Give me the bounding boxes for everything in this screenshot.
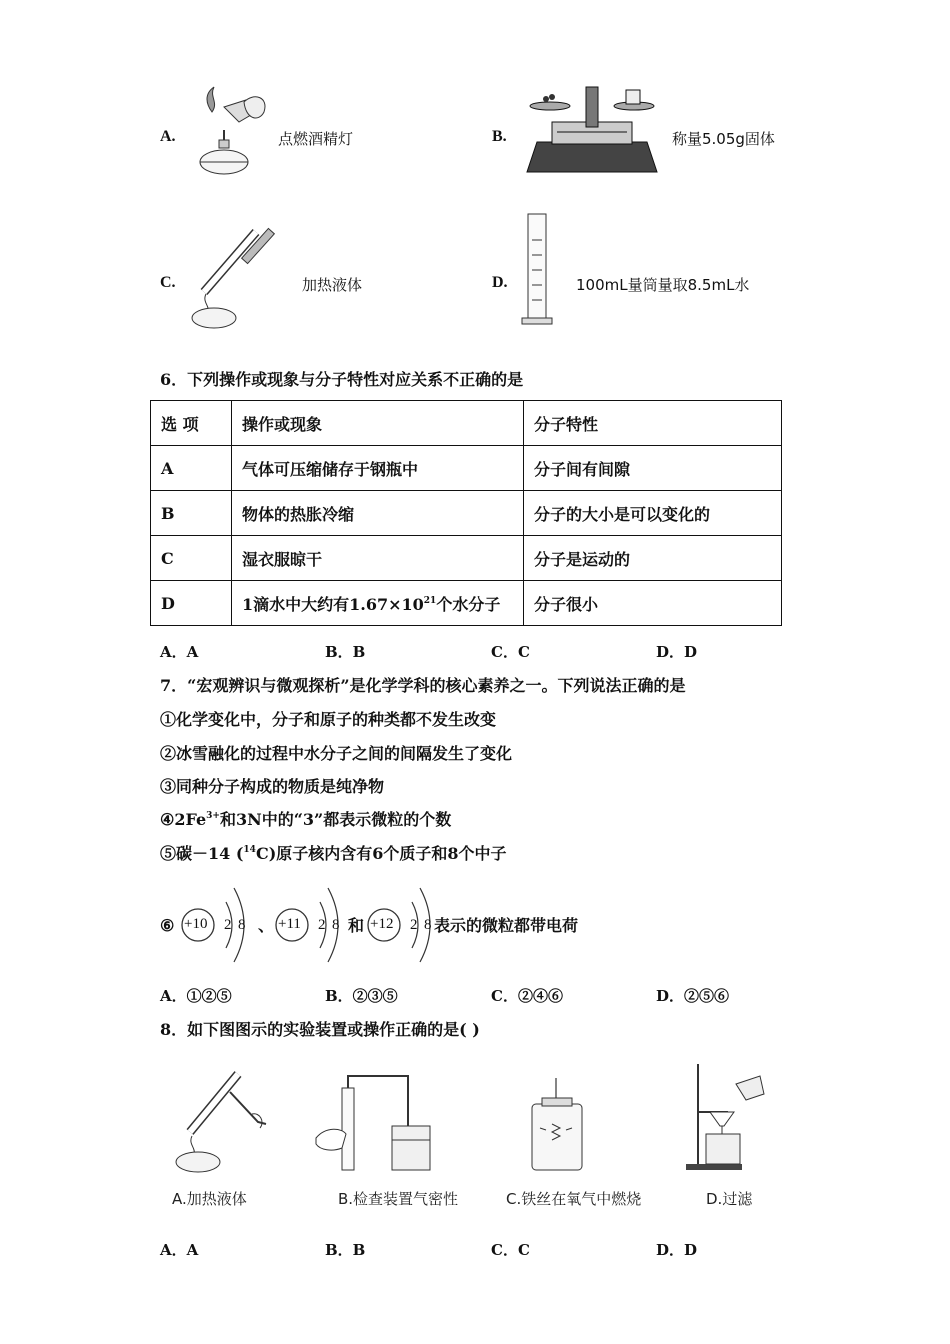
q6-answer-a: A．A bbox=[160, 643, 199, 661]
table-cell-operation: 物体的热胀冷缩 bbox=[232, 491, 524, 536]
statement-6-mark: ⑥ bbox=[160, 916, 175, 935]
iron-wire-combustion-image bbox=[524, 1078, 594, 1174]
balance-scale-image bbox=[522, 82, 662, 177]
separator-and: 和 bbox=[348, 916, 365, 935]
q6-stem: 6．下列操作或现象与分子特性对应关系不正确的是 bbox=[160, 370, 524, 389]
q8-stem: 8．如下图图示的实验装置或操作正确的是( ) bbox=[160, 1020, 480, 1039]
shell-2-electrons: 8 bbox=[238, 917, 246, 933]
q5-option-c-letter: C. bbox=[160, 274, 176, 291]
q8-answer-c: C．C bbox=[491, 1241, 530, 1259]
table-header-row bbox=[151, 401, 782, 446]
statement-6-tail: 表示的微粒都带电荷 bbox=[434, 916, 579, 935]
statement-text: ④2Fe bbox=[160, 810, 207, 829]
q6-table bbox=[150, 400, 782, 626]
q7-statement-1: ①化学变化中，分子和原子的种类都不发生改变 bbox=[160, 710, 497, 729]
alcohol-lamp-lighting-image bbox=[184, 82, 274, 177]
q8-caption-a: A.加热液体 bbox=[172, 1190, 247, 1208]
shell-2-electrons: 8 bbox=[332, 917, 340, 933]
ion-charge: 3+ bbox=[206, 811, 220, 821]
table-cell-operation bbox=[232, 581, 524, 626]
shell-2-electrons: 8 bbox=[424, 917, 432, 933]
atom-structure-diagram bbox=[180, 880, 260, 970]
table-cell-property: 分子是运动的 bbox=[524, 536, 782, 581]
q5-option-d-text: 100mL量筒量取8.5mL水 bbox=[576, 276, 750, 294]
q8-answer-b: B．B bbox=[325, 1241, 366, 1259]
graduated-cylinder-image bbox=[520, 210, 560, 328]
separator-comma: 、 bbox=[258, 916, 275, 935]
shell-1-electrons: 2 bbox=[318, 917, 326, 933]
q5-option-c-text: 加热液体 bbox=[302, 276, 363, 294]
table-row bbox=[151, 581, 782, 626]
statement-text-tail: C)原子核内含有6个质子和8个中子 bbox=[255, 844, 507, 863]
q6-answer-d: D．D bbox=[656, 643, 698, 661]
q8-answer-d: D．D bbox=[656, 1241, 698, 1259]
q5-option-a bbox=[158, 82, 458, 182]
table-row bbox=[151, 491, 782, 536]
q5-option-c bbox=[158, 222, 458, 332]
table-cell-option: C bbox=[151, 536, 232, 581]
nucleus-charge: +11 bbox=[278, 916, 301, 932]
q5-option-b bbox=[490, 82, 810, 182]
table-cell-option: B bbox=[151, 491, 232, 536]
operation-text-tail: 个水分子 bbox=[436, 594, 501, 614]
q7-answer-b: B．②③⑤ bbox=[325, 987, 398, 1005]
mass-number: 14 bbox=[243, 845, 256, 855]
nucleus-charge: +12 bbox=[370, 916, 394, 932]
q6-answer-b: B．B bbox=[325, 643, 366, 661]
table-cell-operation: 气体可压缩储存于钢瓶中 bbox=[232, 446, 524, 491]
q7-statement-6 bbox=[160, 880, 600, 970]
q7-answer-a: A．①②⑤ bbox=[160, 987, 232, 1005]
filtration-setup-image bbox=[684, 1060, 774, 1174]
q7-answer-d: D．②⑤⑥ bbox=[656, 987, 730, 1005]
q5-option-a-text: 点燃酒精灯 bbox=[278, 130, 354, 148]
q5-option-b-text: 称量5.05g固体 bbox=[672, 130, 775, 148]
q5-option-d-letter: D. bbox=[492, 274, 508, 291]
statement-text: ⑤碳－14 ( bbox=[160, 844, 244, 863]
q6-answer-c: C．C bbox=[491, 643, 530, 661]
airtightness-check-image bbox=[312, 1068, 442, 1176]
q7-statement-4 bbox=[160, 810, 451, 830]
q7-statement-3: ③同种分子构成的物质是纯净物 bbox=[160, 777, 385, 796]
q8-caption-b: B.检查装置气密性 bbox=[338, 1190, 459, 1208]
q8-answer-a: A．A bbox=[160, 1241, 199, 1259]
table-cell-option: D bbox=[151, 581, 232, 626]
q7-stem: 7．“宏观辨识与微观探析”是化学学科的核心素养之一。下列说法正确的是 bbox=[160, 676, 686, 695]
table-cell-property: 分子间有间隙 bbox=[524, 446, 782, 491]
table-header-cell: 操作或现象 bbox=[232, 401, 524, 446]
heating-test-tube-image bbox=[186, 222, 296, 332]
heating-liquid-image bbox=[170, 1062, 270, 1174]
atom-structure-diagram bbox=[274, 880, 354, 970]
table-cell-operation: 湿衣服晾干 bbox=[232, 536, 524, 581]
q7-statement-5 bbox=[160, 844, 507, 864]
q8-caption-d: D.过滤 bbox=[706, 1190, 753, 1208]
table-header-cell: 分子特性 bbox=[524, 401, 782, 446]
q7-statement-2: ②冰雪融化的过程中水分子之间的间隔发生了变化 bbox=[160, 744, 513, 763]
q5-option-d bbox=[490, 210, 820, 330]
q7-answer-c: C．②④⑥ bbox=[491, 987, 563, 1005]
table-cell-option: A bbox=[151, 446, 232, 491]
table-cell-property: 分子很小 bbox=[524, 581, 782, 626]
operation-text: 1滴水中大约有1.67×10 bbox=[242, 594, 424, 614]
q5-option-b-letter: B. bbox=[492, 128, 507, 145]
exponent: 21 bbox=[423, 595, 437, 606]
shell-1-electrons: 2 bbox=[224, 917, 232, 933]
q5-option-a-letter: A. bbox=[160, 128, 176, 145]
q8-caption-c: C.铁丝在氧气中燃烧 bbox=[506, 1190, 642, 1208]
table-row bbox=[151, 536, 782, 581]
shell-1-electrons: 2 bbox=[410, 917, 418, 933]
table-row bbox=[151, 446, 782, 491]
table-cell-property: 分子的大小是可以变化的 bbox=[524, 491, 782, 536]
statement-text-tail: 和3N中的“3”都表示微粒的个数 bbox=[219, 810, 452, 829]
table-header-cell: 选 项 bbox=[151, 401, 232, 446]
nucleus-charge: +10 bbox=[184, 916, 208, 932]
